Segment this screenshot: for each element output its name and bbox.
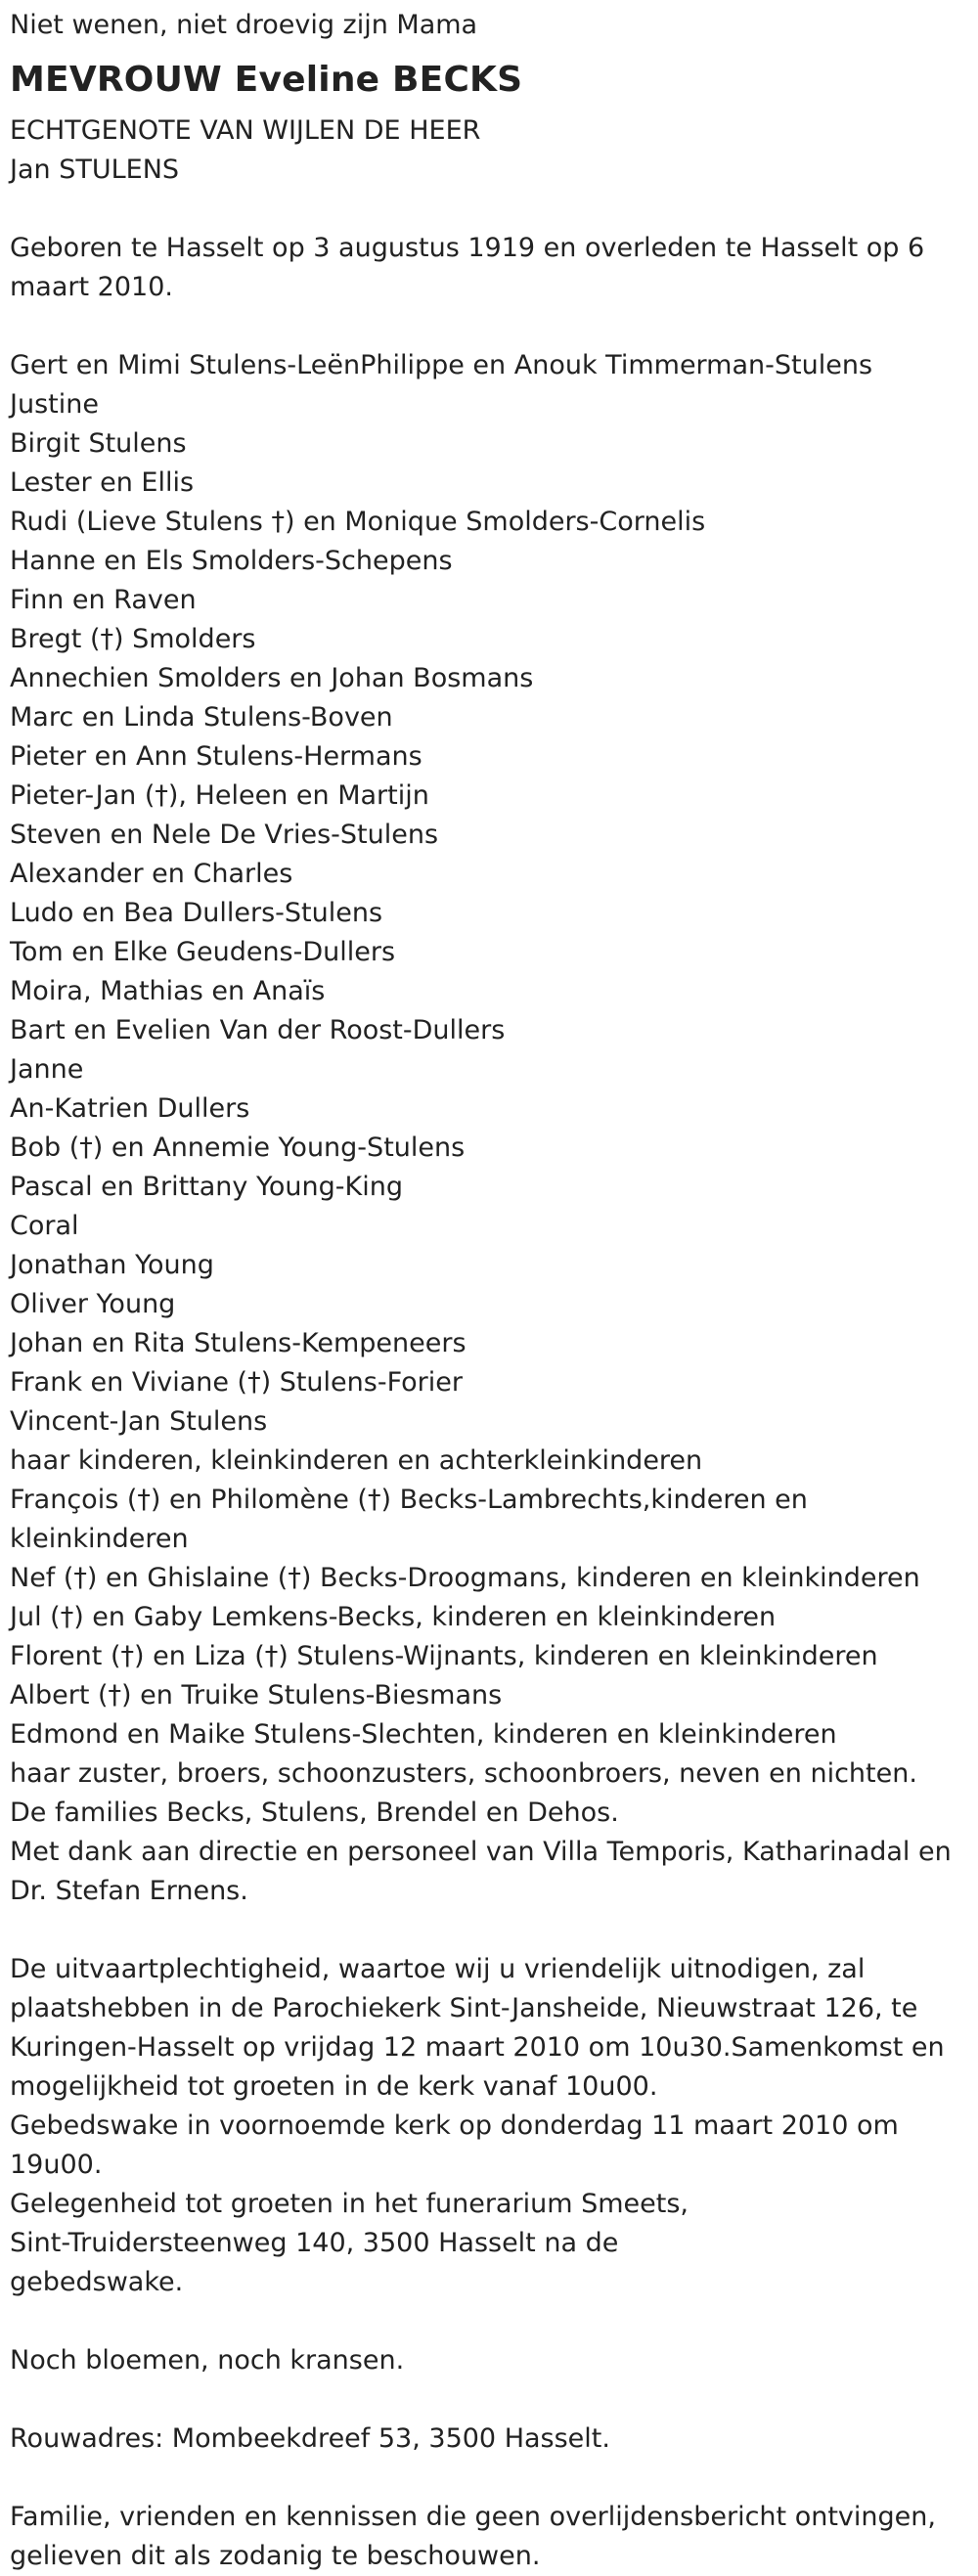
viewing-text: Gelegenheid tot groeten in het funerarium Smeets, Sint-Truidersteenweg 140, 3500 Hasselt na de gebedswake. xyxy=(10,2189,689,2297)
family-line: Met dank aan directie en personeel van Villa Temporis, Katharinadal en Dr. Stefan Ernens. xyxy=(10,1837,952,1906)
opening-line: Niet wenen, niet droevig zijn Mama xyxy=(10,10,478,40)
family-line: Gert en Mimi Stulens-LeënPhilippe en Anouk Timmerman-Stulens xyxy=(10,350,873,380)
family-line: Vincent-Jan Stulens xyxy=(10,1406,268,1437)
spacer xyxy=(10,190,968,229)
family-line: Bart en Evelien Van der Roost-Dullers xyxy=(10,1015,506,1045)
death-notice xyxy=(10,6,968,2576)
funeral-info xyxy=(10,1950,968,2302)
family-line: Bob (†) en Annemie Young-Stulens xyxy=(10,1133,466,1163)
family-line: Lester en Ellis xyxy=(10,467,195,498)
family-line: Alexander en Charles xyxy=(10,859,293,889)
family-line: Albert (†) en Truike Stulens-Biesmans xyxy=(10,1680,503,1710)
spacer xyxy=(10,2380,968,2420)
family-line: Pieter en Ann Stulens-Hermans xyxy=(10,741,422,772)
family-line: Florent (†) en Liza (†) Stulens-Wijnants, kinderen en kleinkinderen xyxy=(10,1641,878,1671)
family-line: Annechien Smolders en Johan Bosmans xyxy=(10,663,534,693)
family-line: Jonathan Young xyxy=(10,1250,214,1280)
family-line: Justine xyxy=(10,389,99,420)
family-line: Ludo en Bea Dullers-Stulens xyxy=(10,898,383,928)
family-line: Hanne en Els Smolders-Schepens xyxy=(10,546,453,576)
family-line: Rudi (Lieve Stulens †) en Monique Smolders-Cornelis xyxy=(10,507,706,537)
no-flowers-text: Noch bloemen, noch kransen. xyxy=(10,2345,405,2376)
spacer xyxy=(10,1911,968,1950)
deceased-name: MEVROUW Eveline BECKS xyxy=(10,60,523,100)
family-line: Edmond en Maike Stulens-Slechten, kinderen en kleinkinderen xyxy=(10,1719,837,1750)
family-line: Coral xyxy=(10,1211,79,1241)
family-line: Birgit Stulens xyxy=(10,428,187,459)
family-line: Pieter-Jan (†), Heleen en Martijn xyxy=(10,780,429,811)
family-line: Finn en Raven xyxy=(10,585,197,615)
family-line: Marc en Linda Stulens-Boven xyxy=(10,702,393,733)
spacer xyxy=(10,2459,968,2498)
family-line: Jul (†) en Gaby Lemkens-Becks, kinderen en kleinkinderen xyxy=(10,1602,777,1632)
family-line: Bregt (†) Smolders xyxy=(10,624,256,654)
family-line: An-Katrien Dullers xyxy=(10,1093,250,1124)
spouse-line-2: Jan STULENS xyxy=(10,155,180,185)
family-line: haar zuster, broers, schoonzusters, schoonbroers, neven en nichten. xyxy=(10,1758,917,1789)
family-line: Pascal en Brittany Young-King xyxy=(10,1172,403,1202)
family-line: Frank en Viviane (†) Stulens-Forier xyxy=(10,1367,463,1398)
family-line: Moira, Mathias en Anaïs xyxy=(10,976,326,1006)
spouse-line-1: ECHTGENOTE VAN WIJLEN DE HEER xyxy=(10,115,481,146)
family-line: haar kinderen, kleinkinderen en achterkleinkinderen xyxy=(10,1445,703,1476)
family-line: Tom en Elke Geudens-Dullers xyxy=(10,937,396,967)
family-list xyxy=(10,346,968,1911)
family-line: De families Becks, Stulens, Brendel en Dehos. xyxy=(10,1798,619,1828)
family-line: Nef (†) en Ghislaine (†) Becks-Droogmans, kinderen en kleinkinderen xyxy=(10,1563,920,1593)
family-line: François (†) en Philomène (†) Becks-Lambrechts,kinderen en kleinkinderen xyxy=(10,1485,808,1554)
family-line: Steven en Nele De Vries-Stulens xyxy=(10,820,439,850)
closing-text: Familie, vrienden en kennissen die geen overlijdensbericht ontvingen, gelieven dit als zodanig te beschouwen. xyxy=(10,2502,936,2571)
spacer xyxy=(10,2302,968,2341)
vigil-text: Gebedswake in voornoemde kerk op donderdag 11 maart 2010 om 19u00. xyxy=(10,2110,899,2180)
funeral-ceremony-text: De uitvaartplechtigheid, waartoe wij u vriendelijk uitnodigen, zal plaatshebben in de Parochiekerk Sint-Jansheide, Nieuwstraat 126, te Kuringen-Hasselt op vrijdag 12 maart 2010 om 10u30.Samenkomst en mogelijkheid tot groeten in de kerk vanaf 10u00. xyxy=(10,1954,945,2102)
family-line: Oliver Young xyxy=(10,1289,176,1319)
spacer xyxy=(10,307,968,346)
family-line: Johan en Rita Stulens-Kempeneers xyxy=(10,1328,467,1358)
family-line: Janne xyxy=(10,1054,84,1085)
birth-death-text: Geboren te Hasselt op 3 augustus 1919 en overleden te Hasselt op 6 maart 2010. xyxy=(10,233,925,302)
mourning-address: Rouwadres: Mombeekdreef 53, 3500 Hasselt. xyxy=(10,2423,610,2454)
